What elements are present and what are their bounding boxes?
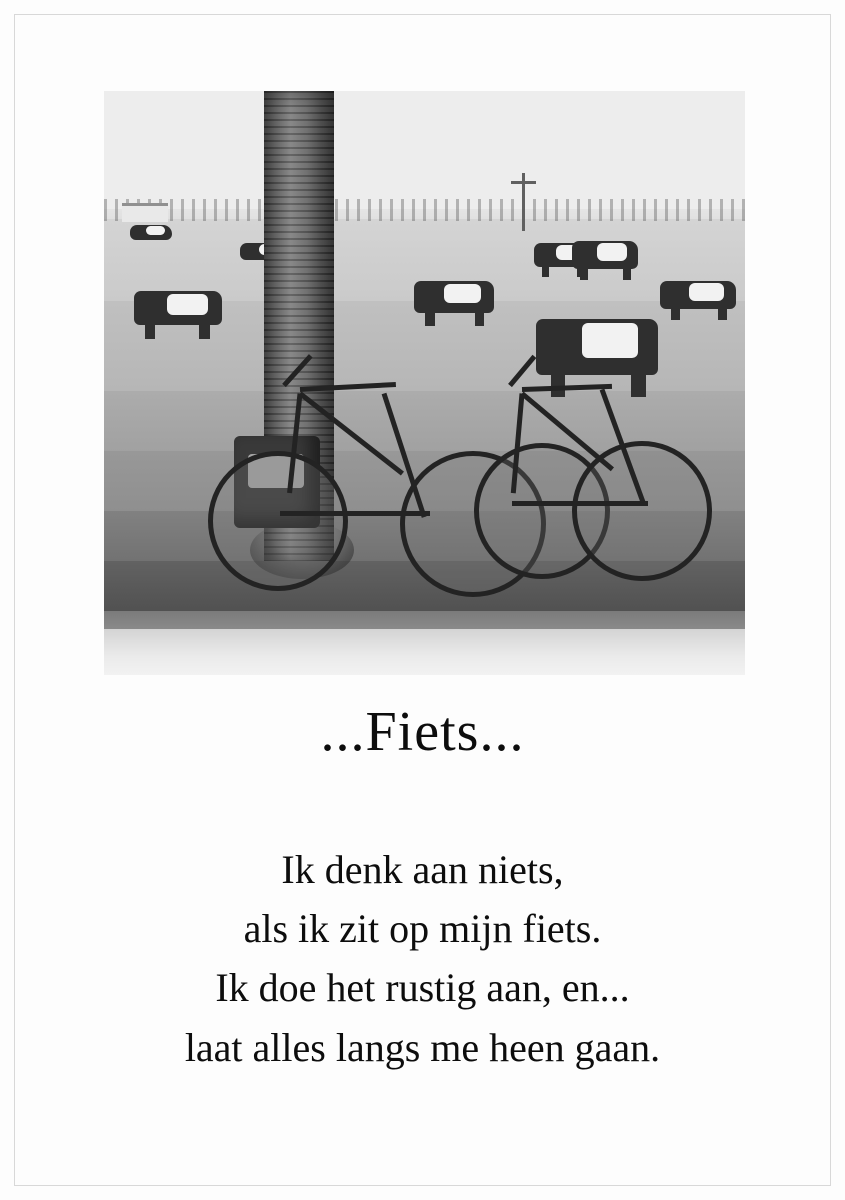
cow xyxy=(414,281,494,313)
cow xyxy=(660,281,736,309)
poem-line: als ik zit op mijn fiets. xyxy=(243,906,602,952)
road xyxy=(104,629,745,675)
poem-line: Ik denk aan niets, xyxy=(281,847,564,892)
photograph xyxy=(104,91,745,675)
treeline xyxy=(104,199,745,221)
utility-pole xyxy=(522,173,525,231)
page-title: ...Fiets... xyxy=(320,701,525,763)
farmhouse xyxy=(122,203,168,222)
photo-scene xyxy=(104,91,745,675)
cow xyxy=(572,241,638,269)
cow xyxy=(134,291,222,325)
cow xyxy=(536,319,658,375)
poem-line: Ik doe het rustig aan, en... xyxy=(215,965,630,1011)
cow xyxy=(130,225,172,240)
poem xyxy=(0,840,845,1077)
poem-line: laat alles langs me heen gaan. xyxy=(184,1024,661,1070)
